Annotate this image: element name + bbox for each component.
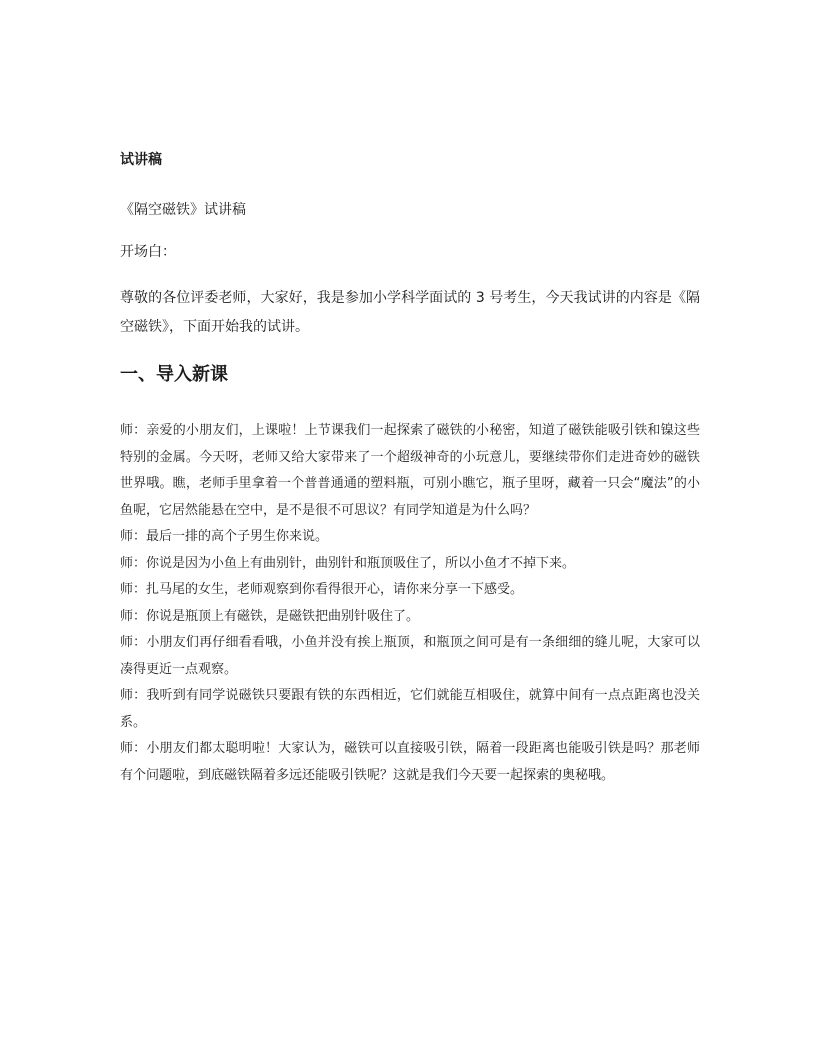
dialogue-line: 师：最后一排的高个子男生你来说。 (120, 529, 329, 544)
dialogue-line: 师：扎马尾的女生，老师观察到你看得很开心，请你来分享一下感受。 (120, 582, 524, 597)
dialogue-line: 师：小朋友们再仔细看看哦，小鱼并没有挨上瓶顶，和瓶顶之间可是有一条细细的缝儿呢，大家可以凑得更近一点观察。 (120, 635, 700, 677)
section-heading-intro: 一、导入新课 (120, 364, 228, 385)
opening-text: 尊敬的各位评委老师，大家好，我是参加小学科学面试的 3 号考生，今天我试讲的内容是《隔空磁铁》，下面开始我的试讲。 (120, 290, 700, 335)
dialogue-line: 师：我听到有同学说磁铁只要跟有铁的东西相近，它们就能互相吸住，就算中间有一点点距离也没关系。 (120, 688, 700, 730)
dialogue-line: 师：亲爱的小朋友们，上课啦！上节课我们一起探索了磁铁的小秘密，知道了磁铁能吸引铁和镍这些特别的金属。今天呀，老师又给大家带来了一个超级神奇的小玩意儿，要继续带你们走进奇妙的磁铁世界哦。瞧，老师手里拿着一个普普通通的塑料瓶，可别小瞧它，瓶子里呀，藏着一只会“魔法”的小鱼呢，它居然能悬在空中，是不是很不可思议？有同学知道是为什么吗？ (120, 423, 700, 518)
dialogue-line: 师：你说是因为小鱼上有曲别针，曲别针和瓶顶吸住了，所以小鱼才不掉下来。 (120, 555, 576, 571)
document-body (120, 150, 700, 789)
dialogue-list (120, 418, 700, 789)
document-title: 试讲稿 (120, 152, 162, 168)
lesson-subtitle: 《隔空磁铁》试讲稿 (120, 202, 246, 218)
dialogue-line: 师：小朋友们都太聪明啦！大家认为，磁铁可以直接吸引铁，隔着一段距离也能吸引铁是吗？那老师有个问题啦，到底磁铁隔着多远还能吸引铁呢？这就是我们今天要一起探索的奥秘哦。 (120, 741, 700, 783)
opening-label: 开场白： (120, 244, 176, 260)
dialogue-line: 师：你说是瓶顶上有磁铁，是磁铁把曲别针吸住了。 (120, 608, 420, 624)
